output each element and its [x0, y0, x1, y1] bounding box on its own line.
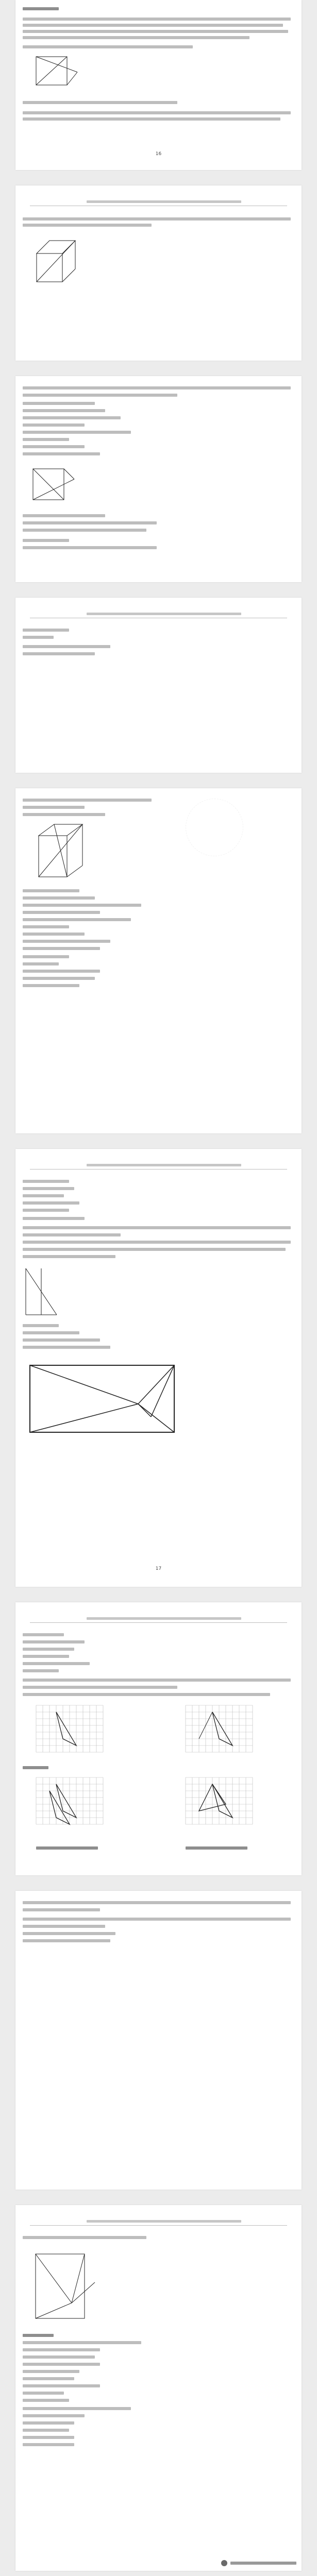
text-line [23, 1679, 291, 1682]
watermark [186, 799, 243, 856]
page-header [30, 199, 287, 206]
text-line [23, 101, 177, 104]
text-line [23, 2429, 69, 2432]
page-sheet-2 [15, 185, 302, 361]
text-line [23, 2421, 74, 2425]
figure-square-diagram [28, 464, 79, 505]
page-number: 16 [155, 151, 162, 157]
text-line [23, 386, 291, 389]
wechat-icon [221, 2560, 227, 2566]
figure-trapezoid-diagram [28, 2246, 100, 2324]
text-line [23, 813, 105, 816]
text-line [23, 1331, 79, 1334]
text-line [23, 1180, 69, 1183]
text-line [23, 1233, 121, 1236]
text-line [23, 514, 105, 517]
text-line [23, 45, 193, 48]
text-line [23, 933, 85, 936]
text-line [23, 1255, 115, 1258]
text-line [23, 2348, 100, 2351]
text-line [23, 925, 69, 928]
text-line [23, 1201, 79, 1205]
figure-quadrilateral [20, 1355, 298, 1437]
figure-right-triangle [21, 1263, 67, 1320]
page-header [30, 2218, 287, 2226]
text-line [23, 636, 54, 639]
text-line [23, 521, 157, 524]
text-line [23, 645, 110, 648]
text-line [23, 1324, 59, 1327]
text-line [23, 629, 69, 632]
text-line [23, 1226, 291, 1229]
text-line [23, 30, 288, 33]
text-line [23, 2399, 69, 2402]
page-sheet-8 [15, 1891, 302, 2190]
text-line [23, 445, 85, 448]
text-line [23, 806, 85, 809]
text-line [23, 1217, 85, 1220]
text-line [23, 217, 291, 221]
caption-line [36, 1846, 98, 1850]
section-heading [23, 7, 59, 10]
text-line [23, 955, 69, 958]
page-sheet-6 [15, 1149, 302, 1587]
text-line [23, 431, 131, 434]
text-line [23, 2377, 74, 2380]
text-line [23, 1346, 110, 1349]
text-line [23, 962, 59, 965]
page-sheet-9 [15, 2205, 302, 2571]
text-line [23, 1908, 100, 1911]
text-line [23, 652, 95, 655]
text-line [23, 409, 105, 412]
text-line [23, 416, 121, 419]
text-line [23, 2236, 146, 2239]
text-line [23, 423, 85, 427]
text-line [23, 2355, 95, 2359]
text-line [23, 1918, 291, 1921]
text-line [23, 984, 79, 987]
text-line [23, 539, 69, 542]
text-line [23, 1194, 64, 1197]
figure-grid-2 [180, 1700, 258, 1762]
text-line [23, 896, 95, 900]
text-line [23, 2392, 64, 2395]
text-line [23, 911, 100, 914]
text-line [23, 1209, 69, 1212]
text-line [23, 904, 141, 907]
text-line [23, 1248, 286, 1251]
text-line [23, 1925, 105, 1928]
text-line [23, 117, 280, 121]
text-line [23, 1932, 115, 1935]
text-line [23, 799, 152, 802]
text-line [23, 1655, 69, 1658]
text-line [23, 452, 100, 455]
figure-cube-diagram [29, 233, 86, 290]
text-line [23, 546, 157, 549]
text-line [23, 1901, 291, 1904]
page-header [30, 1616, 287, 1623]
text-line [23, 24, 283, 27]
text-line [23, 402, 95, 405]
text-line [23, 394, 177, 397]
text-line [23, 1241, 291, 1244]
text-line [23, 918, 131, 921]
text-line [23, 1693, 270, 1696]
text-line [23, 1669, 59, 1672]
text-line [23, 2363, 100, 2366]
text-line [23, 947, 100, 950]
page-sheet-1 [15, 0, 302, 170]
text-line [23, 111, 291, 114]
answer-label [23, 2334, 54, 2337]
text-line [23, 2384, 100, 2387]
text-line [23, 224, 152, 227]
figure-box-diagram [31, 820, 98, 882]
text-line [23, 977, 95, 980]
figure-grid-3 [31, 1772, 108, 1839]
page-sheet-3 [15, 376, 302, 582]
text-line [23, 438, 69, 441]
text-line [23, 889, 79, 892]
text-line [23, 1187, 74, 1190]
text-line [23, 970, 100, 973]
text-line [23, 1686, 177, 1689]
text-line [23, 2443, 74, 2446]
text-line [23, 1939, 110, 1942]
text-line [23, 2436, 74, 2439]
text-line [23, 1662, 90, 1665]
text-line [23, 940, 110, 943]
text-line [23, 1338, 100, 1342]
text-line [23, 2370, 79, 2373]
figure-grid-4 [180, 1772, 258, 1839]
text-line [23, 529, 146, 532]
text-line [23, 1648, 74, 1651]
text-line [23, 1640, 85, 1643]
page-sheet-7 [15, 1602, 302, 1875]
figure-grid-1 [31, 1700, 108, 1762]
text-line [23, 36, 249, 39]
page-header [30, 611, 287, 618]
page-number: 17 [155, 1566, 162, 1571]
answer-label [23, 1766, 48, 1769]
text-line [23, 2341, 141, 2344]
page-header [30, 1162, 287, 1170]
page-sheet-4 [15, 598, 302, 773]
text-line [23, 1633, 64, 1636]
text-line [23, 18, 291, 21]
text-line [23, 2414, 85, 2417]
wechat-watermark [221, 2560, 298, 2567]
text-line [23, 2407, 131, 2410]
caption-line [186, 1846, 247, 1850]
page-sheet-5 [15, 788, 302, 1133]
figure-square-diagram [31, 52, 82, 93]
